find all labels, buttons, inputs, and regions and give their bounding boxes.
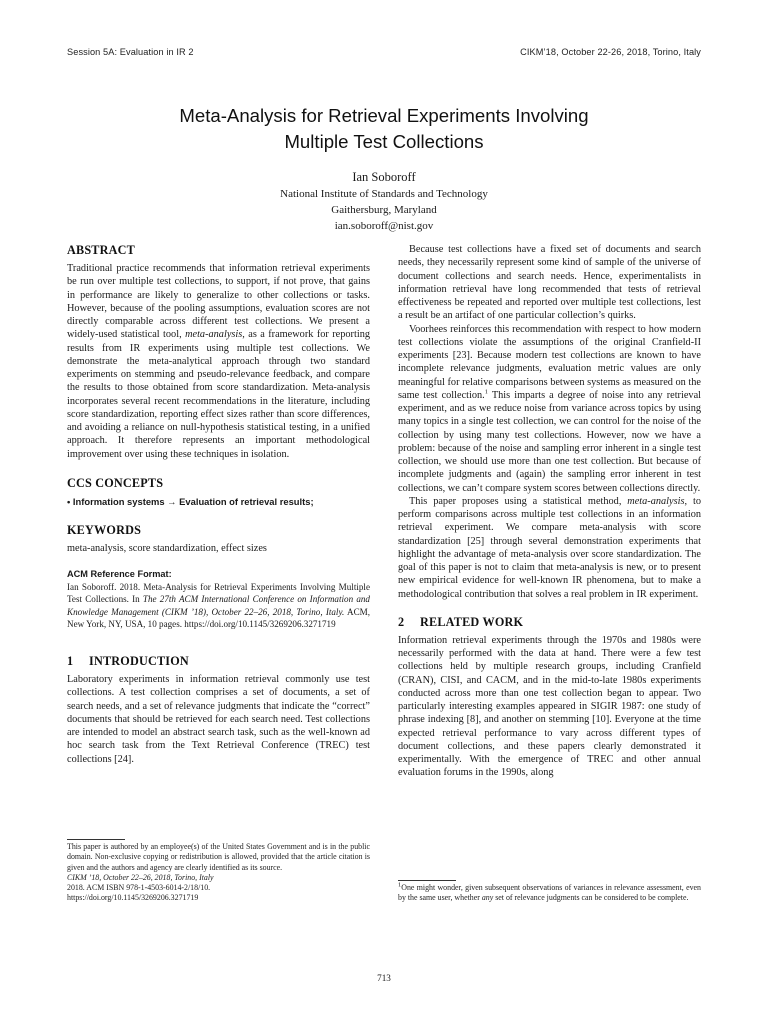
left-column	[67, 243, 370, 766]
footnote-mark[interactable]: 1	[484, 388, 488, 396]
right-para-1: Because test collections have a fixed set of documents and search needs, they necessarily represent some kind of sample of the universe of document collections and search needs. Hence, experimentalists in information retrieval have long recommended that tests of retrieval effectiveness be repeated and reported over multiple test collections, lest a result be an artifact of one particular collection’s quirks.	[398, 244, 701, 322]
page-number: 713	[377, 973, 391, 983]
copyright-doi-link[interactable]: https://doi.org/10.1145/3269206.3271719	[67, 893, 199, 903]
footnote-1: $^1$One might wonder, given subsequent observations of variances in relevance assessment, even by the same user, whether any set of relevance judgments can be considered to be complete.	[398, 881, 701, 903]
abstract-text: Traditional practice recommends that information retrieval experiments be run over multiple test collections, to support, if not prove, that gains in performance are likely to generalize to other collections or tasks. However, because of the pooling assumptions, evaluation scores are not directly comparable across different test collections. We present a widely-used statistical tool, meta-analysis, as a framework for reporting results from IR experiments using multiple test collections. We demonstrate the meta-analytical approach through two standard experiments on stemming and pseudo-relevance feedback, and compare the results to those obtained from score standardization. Meta-analysis incorporates several recent recommendations in the literature, including score standardization, reporting effect sizes rather than score differences, and avoiding a reliance on null-hypothesis statistical testing, in a unified approach. It therefore represents an important methodological improvement over using these techniques in isolation.	[67, 263, 370, 460]
ccs-text: • Information systems → Evaluation of retrieval results;	[67, 495, 314, 507]
abstract-heading: ABSTRACT	[67, 243, 135, 257]
running-header-left: Session 5A: Evaluation in IR 2	[67, 47, 194, 57]
author-block	[67, 168, 701, 234]
copyright-notice: This paper is authored by an employee(s) of the United States Government and is in the public domain. Non-exclusive copying or redistribution is allowed, provided that the article citation is given and the authors and agency are clearly identified as its source. CIKM ’18, October 22–26, 2018, Torino, Italy 2018. ACM ISBN 978-1-4503-6014-2/18/10. https://doi.org/10.1145/3269206.3271719	[67, 842, 370, 903]
right-para-2: Voorhees reinforces this recommendation with respect to how modern test collections violate the assumptions of the original Cranfield-II experiments [23]. Because modern test collections are known to have incomplete relevance judgments, evaluation metric values are only meaningful for relative comparisons between systems as measured on the same test collection.$^1$ This imparts a degree of noise into any retrieval experiment, and as we reduce noise from variance across topics by using many topics in a single test collection, we can control for the noise of the collection by using many test collections. However, now we have a problem: because of the noise and sampling error inherent in a single test collection, we should use more than one test collection. But because of incomplete judgments and (again) the sampling error inherent in test collections, we can’t compare system scores between collections directly.	[398, 323, 701, 494]
author-email[interactable]: ian.soboroff@nist.gov	[334, 220, 434, 232]
acm-reference-text: Ian Soboroff. 2018. Meta-Analysis for Retrieval Experiments Involving Multiple Test Collections. In The 27th ACM International Conference on Information and Knowledge Management (CIKM ’18), October 22–26, 2018, Torino, Italy. ACM, New York, NY, USA, 10 pages. https://doi.org/10.1145/3269206.3271719	[67, 582, 370, 629]
author-affiliation: National Institute of Standards and Technology	[280, 188, 488, 200]
footnote-rule	[398, 880, 456, 881]
right-column	[398, 243, 701, 780]
ccs-heading: CCS CONCEPTS	[67, 475, 164, 490]
abstract-term: meta-analysis	[185, 329, 243, 341]
related-work-text: Information retrieval experiments through the 1970s and 1980s were necessarily performed with the data at hand. There were a few test collections held by multiple research groups, including Cranfield (CRAN), CISI, and CACM, and in the mid-to-late 1980s experiments conducted across more than one test collection began to appear. Two particularly interesting examples appeared in SIGIR 1987: one study of phrase indexing [8], and another on stemming [10]. Everyone at the time expected retrieval performance to vary across different types of document collections, and these papers clearly demonstrated it experimentally. With the emergence of TREC and other annual evaluation forums in the 1990s, along	[398, 634, 701, 779]
acm-reference-heading: ACM Reference Format:	[67, 569, 172, 580]
running-header-right: CIKM’18, October 22-26, 2018, Torino, Italy	[520, 47, 701, 57]
author-name: Ian Soboroff	[352, 170, 416, 184]
related-work-heading: 2 RELATED WORK	[398, 614, 524, 629]
keywords-heading: KEYWORDS	[67, 523, 142, 537]
title-line-1: Meta-Analysis for Retrieval Experiments Involving	[179, 105, 589, 126]
author-location: Gaithersburg, Maryland	[331, 204, 437, 216]
introduction-heading: 1 INTRODUCTION	[67, 654, 189, 669]
right-para-3: This paper proposes using a statistical method, meta-analysis, to perform comparisons across multiple test collections in an information retrieval experiment. We compare meta-analysis with score standardization [25] through several demonstration experiments that highlight the advantage of meta-analysis over score standardization. The goal of this paper is not to claim that meta-analysis is new, or to present new empirical evidence for well-known IR phenomena, but to make a methodological contribution that solves a real problem in IR experiment.	[398, 495, 701, 600]
title-line-2: Multiple Test Collections	[284, 131, 484, 152]
paper-title	[67, 103, 701, 155]
keywords-text: meta-analysis, score standardization, effect sizes	[67, 543, 267, 554]
copyright-rule	[67, 839, 125, 840]
introduction-text: Laboratory experiments in information retrieval commonly use test collections. A test collection comprises a set of documents, a set of search needs, and a set of relevance judgments that indicate the “correct” documents that should be retrieved for each search need. Test collections are intended to model an abstract search task, such as the well-known ad hoc search task from the Text Retrieval Conference (TREC) test collections [24].	[67, 674, 370, 765]
